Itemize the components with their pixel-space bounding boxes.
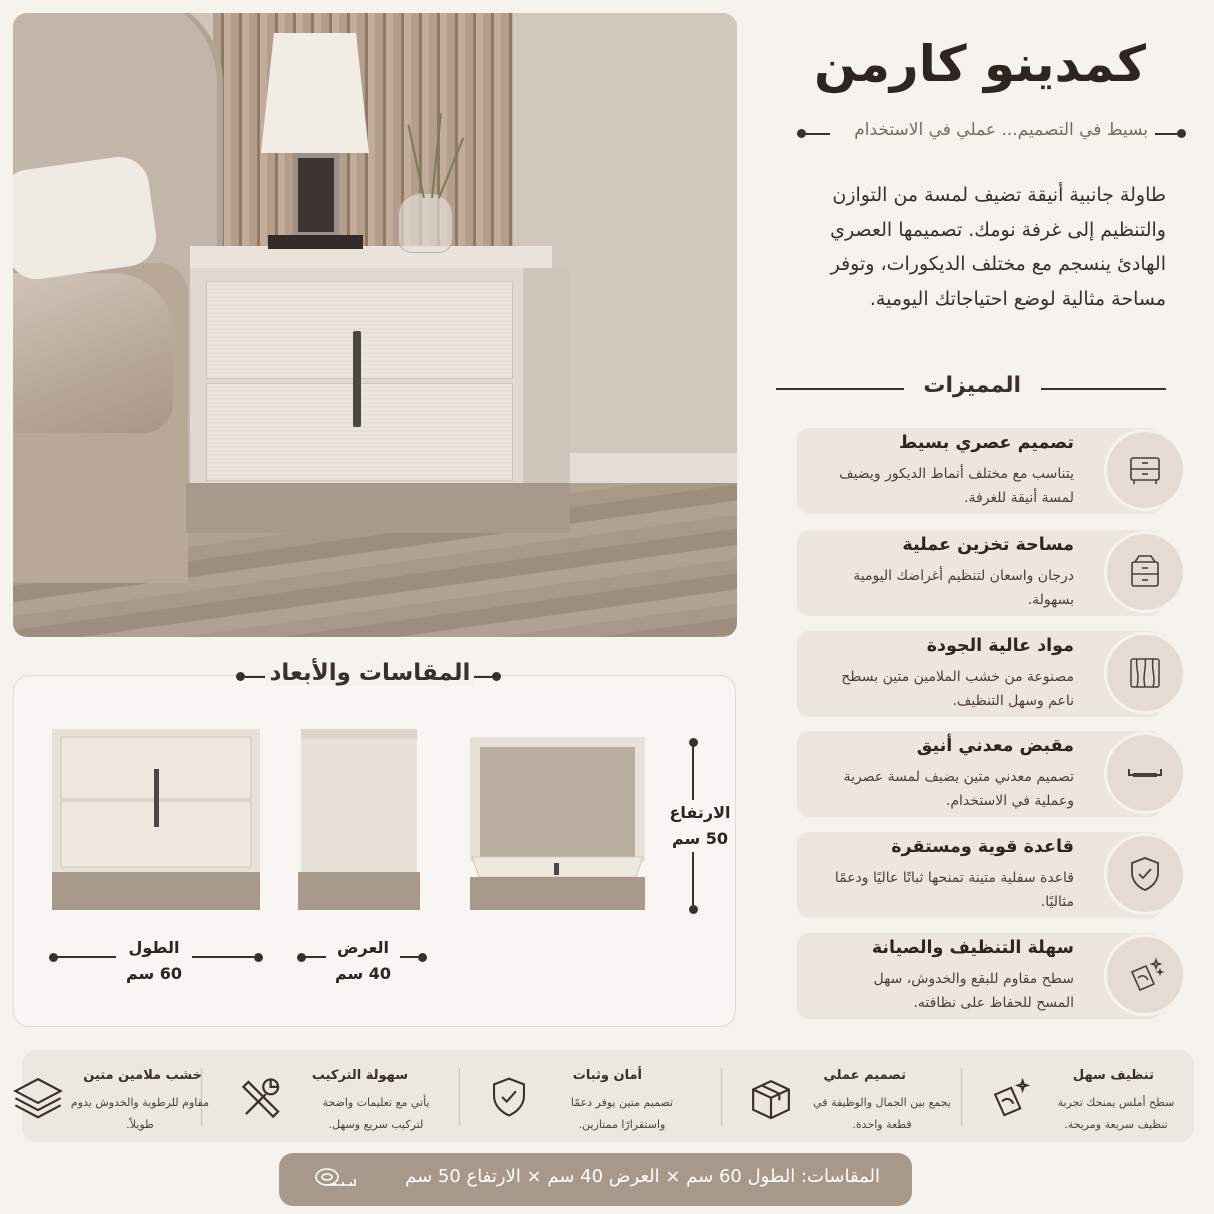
feature-card (797, 832, 1162, 918)
benefit-item (22, 1060, 210, 1135)
feature-title: سهلة التنظيف والصيانة (871, 938, 1074, 958)
feature-title: مساحة تخزين عملية (902, 535, 1074, 555)
cleaning-hand-icon (986, 1074, 1034, 1122)
pillow (13, 153, 160, 283)
nightstand-handle-bottom (353, 375, 361, 427)
feature-desc: سطح مقاوم للبقع والخدوش، سهل المسح للحفاظ على نظافته. (873, 971, 1074, 1011)
subtitle-row (766, 120, 1186, 146)
nightstand-top (190, 246, 552, 268)
open-drawer-drawing (470, 737, 645, 910)
feature-desc: قاعدة سفلية متينة تمنحها ثباتًا عاليًا ودعمًا مثاليًا. (834, 870, 1074, 910)
lamp-shade (261, 33, 369, 153)
benefit-desc: سطح أملس يمنحك تجربة تنظيف سريعة ومريحة. (1057, 1096, 1175, 1131)
feature-card (797, 933, 1162, 1019)
dimensions-summary-text: المقاسات: الطول 60 سم × العرض 40 سم × الارتفاع 50 سم (405, 1166, 880, 1187)
nightstand-plinth (186, 483, 570, 533)
width-value: 40 سم (334, 964, 392, 983)
benefit-title: سهولة التركيب (311, 1068, 408, 1083)
benefit-item (964, 1060, 1194, 1135)
page-title: كمدينو كارمن (813, 35, 1146, 93)
shield-check-icon (1104, 833, 1186, 915)
benefit-title: تنظيف سهل (1072, 1068, 1154, 1083)
benefit-desc: مقاوم للرطوبة والخدوش يدوم طويلاً. (70, 1096, 210, 1131)
width-label-text: العرض (337, 938, 389, 957)
length-value: 60 سم (125, 964, 183, 983)
decor-dot (689, 905, 698, 914)
decor-line (776, 388, 904, 390)
benefit-title: تصميم عملي (823, 1068, 906, 1083)
benefit-item (202, 1060, 460, 1135)
benefit-title: خشب ملامين متين (83, 1068, 202, 1083)
decor-line (1041, 388, 1166, 390)
side-view-drawing (298, 729, 420, 910)
feature-desc: مصنوعة من خشب الملامين متين بسطح ناعم وسهل التنظيف. (841, 669, 1074, 709)
feature-desc: يتناسب مع مختلف أنماط الديكور ويضيف لمسة أنيقة للغرفة. (839, 466, 1074, 506)
product-photo (13, 13, 737, 637)
decor-line (1155, 133, 1177, 135)
benefit-item (722, 1060, 962, 1135)
decor-line (806, 133, 830, 135)
benefit-desc: يجمع بين الجمال والوظيفة في قطعة واحدة. (813, 1096, 951, 1131)
lamp-body (293, 153, 339, 237)
nightstand-icon (1104, 429, 1186, 511)
dimensions-summary (279, 1153, 912, 1206)
benefit-item (460, 1060, 722, 1135)
height-value: 50 سم (671, 829, 729, 848)
decor-line (245, 676, 265, 678)
length-label-text: الطول (128, 938, 180, 957)
benefit-title: أمان وثبات (572, 1068, 642, 1083)
shield-check-icon (486, 1072, 532, 1122)
layers-icon (10, 1072, 66, 1122)
feature-card (797, 631, 1162, 717)
feature-card (797, 428, 1162, 514)
feature-desc: تصميم معدني متين يضيف لمسة عصرية وعملية في الاستخدام. (843, 769, 1074, 809)
bed-blanket (13, 273, 173, 433)
decor-dot (797, 129, 806, 138)
decor-dot (492, 672, 501, 681)
benefit-desc: يأتي مع تعليمات واضحة لتركيب سريع وسهل. (322, 1096, 430, 1131)
tools-icon (236, 1072, 288, 1124)
nightstand-side (523, 268, 570, 488)
glass-vase (398, 193, 453, 253)
width-label (326, 935, 400, 987)
decor-dot (236, 672, 245, 681)
feature-title: قاعدة قوية ومستقرة (891, 837, 1074, 857)
feature-title: مقبض معدني أنيق (916, 736, 1074, 756)
feature-card (797, 731, 1162, 817)
intro-paragraph: طاولة جانبية أنيقة تضيف لمسة من التوازن والتنظيم إلى غرفة نومك. تصميمها العصري الهادئ ينسجم مع مختلف الديكورات، وتوفر مساحة مثالية لوضع احتياجاتك اليومية. (830, 184, 1166, 310)
decor-dot (254, 953, 263, 962)
tape-measure-icon (313, 1165, 359, 1193)
handle-icon (1104, 732, 1186, 814)
cleaning-hand-icon (1104, 934, 1186, 1016)
wood-grain-icon (1104, 632, 1186, 714)
feature-title: مواد عالية الجودة (926, 636, 1074, 656)
lamp-base (268, 235, 363, 249)
front-view-drawing (52, 729, 260, 910)
page-subtitle: بسيط في التصميم... عملي في الاستخدام (854, 120, 1148, 140)
decor-dot (1177, 129, 1186, 138)
height-label-text: الارتفاع (669, 803, 731, 822)
decor-line (474, 676, 494, 678)
box-icon (746, 1074, 796, 1124)
decor-dot (418, 953, 427, 962)
drawers-icon (1104, 531, 1186, 613)
features-title: المميزات (923, 373, 1021, 398)
feature-card (797, 530, 1162, 616)
benefit-desc: تصميم متين يوفر دعمًا واستقرارًا ممتازين. (570, 1096, 674, 1131)
features-header (776, 373, 1166, 403)
height-label (665, 800, 735, 852)
feature-desc: درجان واسعان لتنظيم أغراضك اليومية بسهولة. (853, 568, 1074, 608)
feature-title: تصميم عصري بسيط (899, 433, 1074, 453)
benefits-strip (22, 1050, 1194, 1142)
length-label (116, 935, 192, 987)
dimensions-title: المقاسات والأبعاد (266, 660, 474, 686)
